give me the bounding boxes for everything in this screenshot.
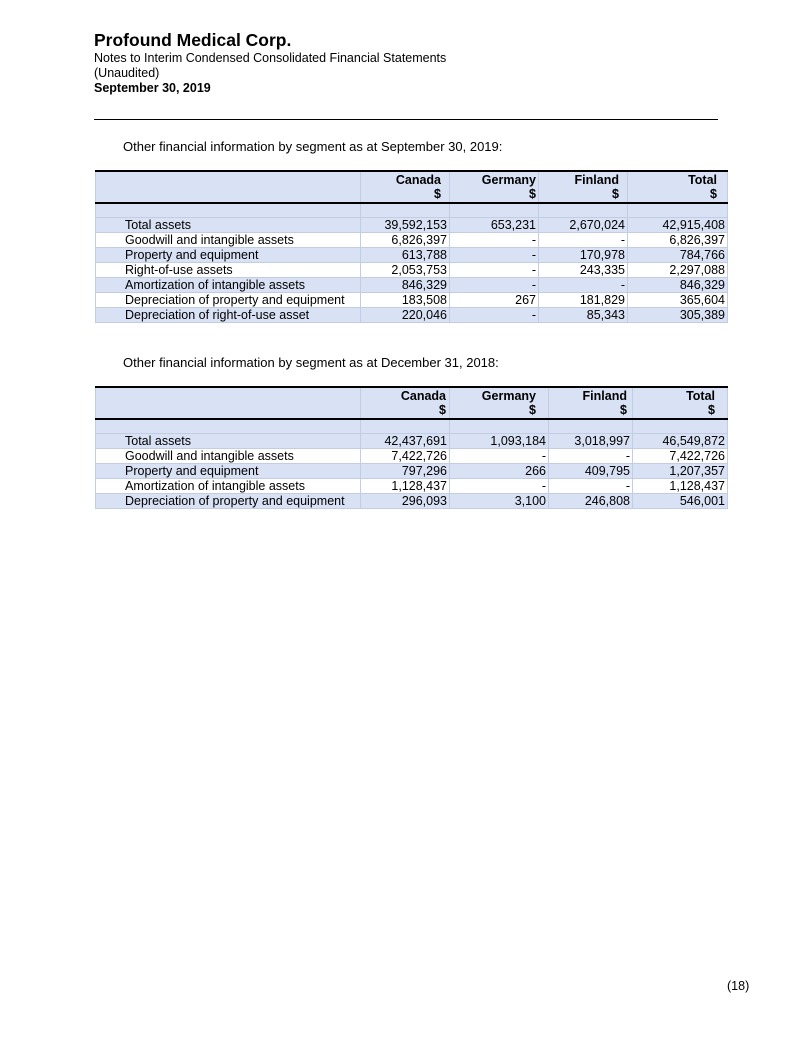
cell-value: 181,829 xyxy=(539,293,628,308)
cell-value: - xyxy=(450,233,539,248)
section1-caption: Other financial information by segment as at September 30, 2019: xyxy=(123,139,503,154)
row-label: Total assets xyxy=(96,434,361,449)
cell-value: - xyxy=(450,449,549,464)
table-header-row xyxy=(96,387,728,419)
table-row xyxy=(96,449,728,464)
column-name: Finland xyxy=(574,173,619,187)
column-name: Germany xyxy=(481,389,536,403)
table-row xyxy=(96,233,728,248)
cell-value: - xyxy=(539,278,628,293)
header-rule xyxy=(94,119,718,120)
cell-value: 246,808 xyxy=(549,494,633,509)
section2-caption: Other financial information by segment as at December 31, 2018: xyxy=(123,355,499,370)
cell-value: 170,978 xyxy=(539,248,628,263)
table-row xyxy=(96,464,728,479)
cell-value: 1,128,437 xyxy=(361,479,450,494)
row-label: Depreciation of property and equipment xyxy=(96,293,361,308)
cell-value: - xyxy=(549,479,633,494)
column-currency: $ xyxy=(434,187,441,201)
cell-value: 6,826,397 xyxy=(361,233,450,248)
segment-table-sep-2019 xyxy=(95,170,728,323)
cell-value: 409,795 xyxy=(549,464,633,479)
cell-value: 2,670,024 xyxy=(539,218,628,233)
cell-value: 365,604 xyxy=(628,293,728,308)
table-row xyxy=(96,494,728,509)
column-header xyxy=(539,171,628,203)
column-currency: $ xyxy=(529,403,536,417)
row-label: Property and equipment xyxy=(96,464,361,479)
segment-table-dec-2018 xyxy=(95,386,728,509)
row-label: Depreciation of property and equipment xyxy=(96,494,361,509)
cell-value: 546,001 xyxy=(633,494,728,509)
column-currency: $ xyxy=(708,403,715,417)
row-label: Total assets xyxy=(96,218,361,233)
cell-value: 6,826,397 xyxy=(628,233,728,248)
document-header xyxy=(94,30,718,96)
column-currency: $ xyxy=(710,187,717,201)
column-header-blank xyxy=(96,171,361,203)
cell-value: - xyxy=(549,449,633,464)
row-label: Property and equipment xyxy=(96,248,361,263)
column-header xyxy=(450,387,549,419)
cell-value: 3,018,997 xyxy=(549,434,633,449)
cell-value: 39,592,153 xyxy=(361,218,450,233)
row-label: Amortization of intangible assets xyxy=(96,278,361,293)
table-row xyxy=(96,479,728,494)
cell-value: 2,053,753 xyxy=(361,263,450,278)
table-row xyxy=(96,434,728,449)
cell-value: - xyxy=(450,248,539,263)
cell-value: 1,128,437 xyxy=(633,479,728,494)
column-header-blank xyxy=(96,387,361,419)
cell-value: 7,422,726 xyxy=(361,449,450,464)
row-label: Goodwill and intangible assets xyxy=(96,233,361,248)
spacer-row xyxy=(96,203,728,218)
cell-value: 266 xyxy=(450,464,549,479)
column-name: Canada xyxy=(400,389,446,403)
unaudited-note: (Unaudited) xyxy=(94,66,160,80)
row-label: Goodwill and intangible assets xyxy=(96,449,361,464)
column-header xyxy=(633,387,728,419)
column-name: Germany xyxy=(481,173,536,187)
cell-value: 846,329 xyxy=(361,278,450,293)
cell-value: 797,296 xyxy=(361,464,450,479)
cell-value: 85,343 xyxy=(539,308,628,323)
cell-value: 46,549,872 xyxy=(633,434,728,449)
cell-value: 613,788 xyxy=(361,248,450,263)
cell-value: 305,389 xyxy=(628,308,728,323)
cell-value: 2,297,088 xyxy=(628,263,728,278)
column-currency: $ xyxy=(439,403,446,417)
cell-value: 7,422,726 xyxy=(633,449,728,464)
table-header-row xyxy=(96,171,728,203)
cell-value: - xyxy=(539,233,628,248)
company-name: Profound Medical Corp. xyxy=(94,30,292,50)
row-label: Right-of-use assets xyxy=(96,263,361,278)
column-header xyxy=(549,387,633,419)
page-number: (18) xyxy=(727,979,750,993)
table-row xyxy=(96,263,728,278)
cell-value: 653,231 xyxy=(450,218,539,233)
cell-value: 1,093,184 xyxy=(450,434,549,449)
table-row xyxy=(96,248,728,263)
row-label: Amortization of intangible assets xyxy=(96,479,361,494)
cell-value: 220,046 xyxy=(361,308,450,323)
column-name: Total xyxy=(688,173,717,187)
report-date: September 30, 2019 xyxy=(94,81,211,95)
column-currency: $ xyxy=(612,187,619,201)
cell-value: 42,437,691 xyxy=(361,434,450,449)
cell-value: 784,766 xyxy=(628,248,728,263)
cell-value: - xyxy=(450,479,549,494)
table-row xyxy=(96,308,728,323)
column-currency: $ xyxy=(529,187,536,201)
table-row xyxy=(96,293,728,308)
column-header xyxy=(361,171,450,203)
row-label: Depreciation of right-of-use asset xyxy=(96,308,361,323)
column-name: Finland xyxy=(582,389,627,403)
column-currency: $ xyxy=(620,403,627,417)
document-subtitle: Notes to Interim Condensed Consolidated Financial Statements xyxy=(94,51,447,65)
cell-value: 267 xyxy=(450,293,539,308)
cell-value: - xyxy=(450,308,539,323)
cell-value: - xyxy=(450,263,539,278)
cell-value: 1,207,357 xyxy=(633,464,728,479)
table-row xyxy=(96,278,728,293)
column-name: Total xyxy=(686,389,715,403)
cell-value: 846,329 xyxy=(628,278,728,293)
cell-value: 183,508 xyxy=(361,293,450,308)
cell-value: - xyxy=(450,278,539,293)
cell-value: 243,335 xyxy=(539,263,628,278)
column-name: Canada xyxy=(395,173,441,187)
cell-value: 296,093 xyxy=(361,494,450,509)
table-row xyxy=(96,218,728,233)
column-header xyxy=(628,171,728,203)
column-header xyxy=(450,171,539,203)
spacer-row xyxy=(96,419,728,434)
column-header xyxy=(361,387,450,419)
cell-value: 3,100 xyxy=(450,494,549,509)
cell-value: 42,915,408 xyxy=(628,218,728,233)
